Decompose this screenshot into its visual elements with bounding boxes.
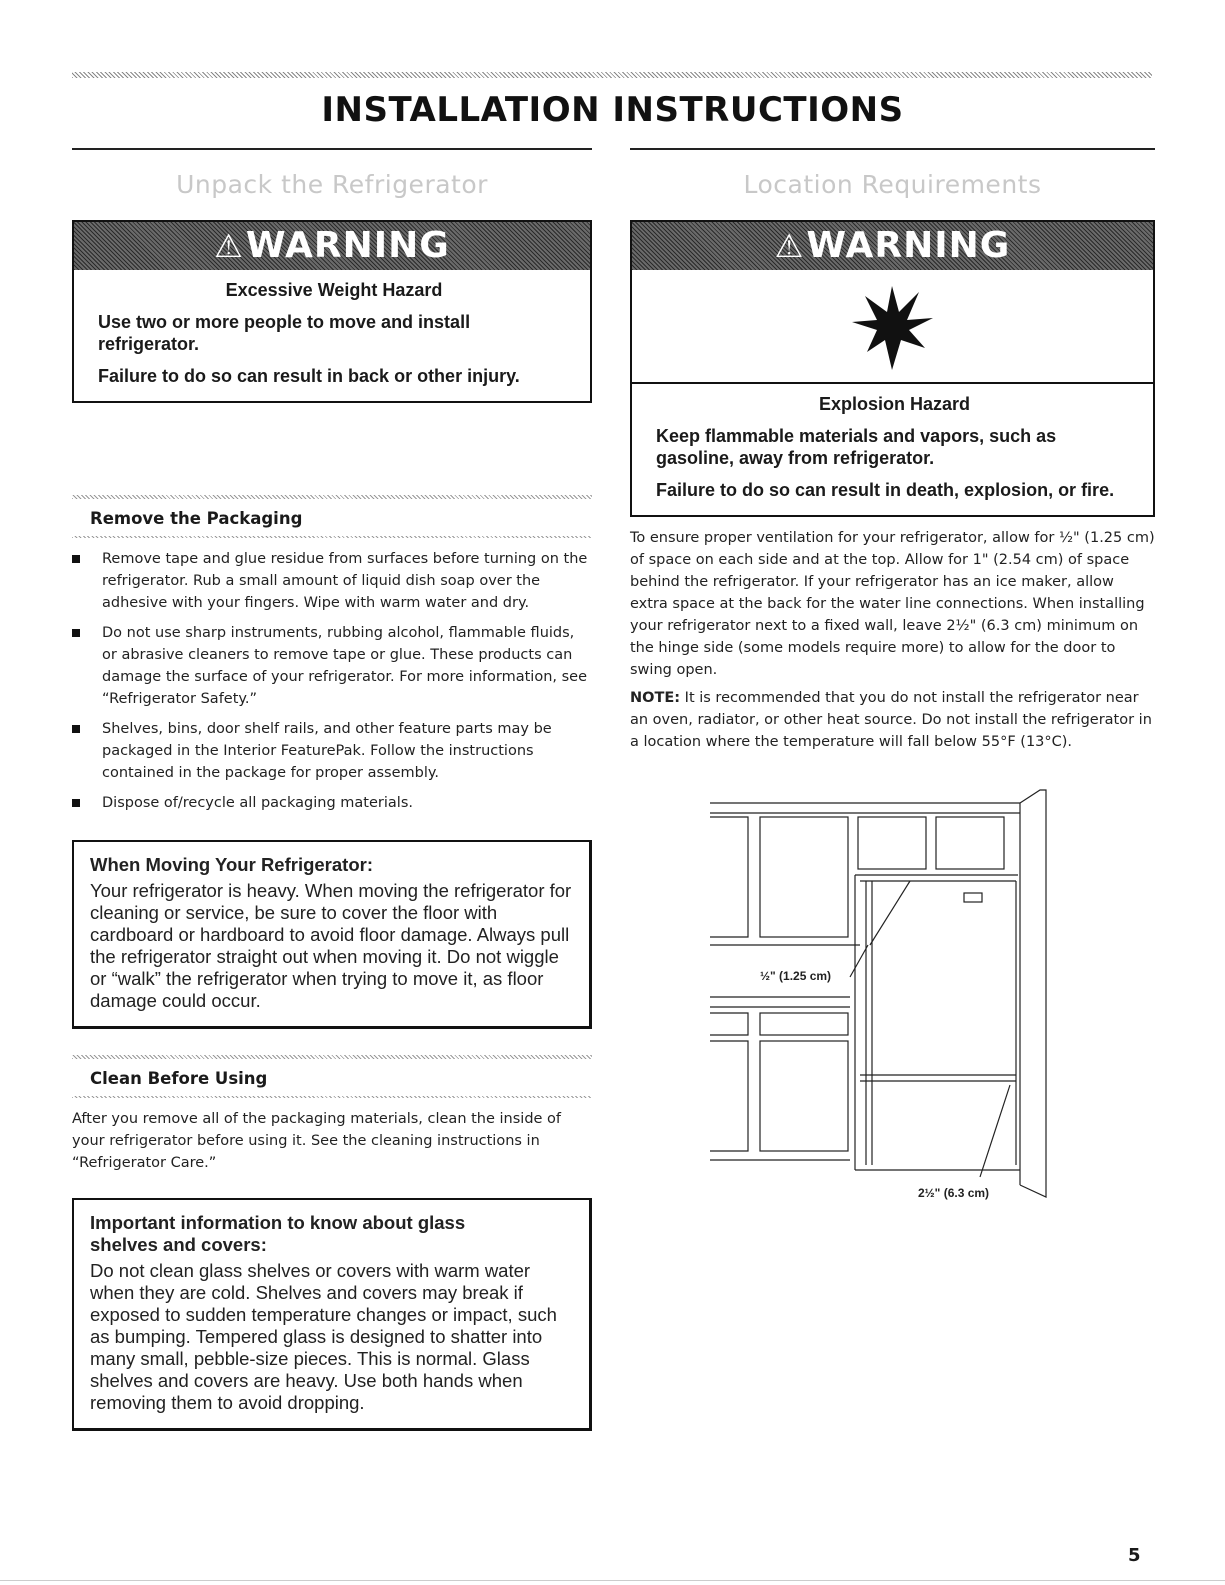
heading-remove-packaging: Remove the Packaging — [90, 509, 303, 528]
explosion-symbol-panel — [632, 270, 1153, 384]
warning-header: ⚠WARNING — [632, 222, 1153, 270]
warning-header: ⚠WARNING — [74, 222, 590, 270]
warning-hazard-name: Explosion Hazard — [818, 394, 971, 414]
note-paragraph — [630, 687, 1155, 753]
section-title-location: Location Requirements — [743, 170, 1042, 199]
bullet-square-icon — [72, 725, 80, 733]
glass-shelves-info-box — [72, 1198, 592, 1431]
bullet-square-icon — [72, 555, 80, 563]
warning-body — [632, 384, 1153, 515]
moving-box-text: Your refrigerator is heavy. When moving the refrigerator for cleaning or service, be sure to cover the floor with cardboard or hardboard to avoid floor damage. Always pull the refrigerator straight out when moving it. Do not wiggle or “walk” the refrigerator when trying to move it, as floor damage could occur. — [90, 880, 572, 1011]
bottom-rule — [0, 1580, 1225, 1581]
warning-line-2: Failure to do so can result in back or other injury. — [98, 366, 520, 386]
side-clearance-label: 2½" (6.3 cm) — [918, 1186, 990, 1200]
ventilation-paragraph: To ensure proper ventilation for your refrigerator, allow for ½" (1.25 cm) of space on each side and at the top. Allow for 1" (2.54 cm) of space behind the refrigerator. If your refrigerator has an ice maker, allow extra space at the back for the water line connections. When installing your refrigerator next to a fixed wall, leave 2½" (6.3 cm) minimum on the hinge side (some models require more) to allow for the door to swing open. — [630, 530, 1155, 678]
glass-box-text: Do not clean glass shelves or covers with warm water when they are cold. Shelves and covers may break if exposed to sudden temperature changes or impact, such as bumping. Tempered glass is designed to shatter into many small, pebble-size pieces. This is normal. Glass shelves and covers are heavy. Use both hands when removing them to avoid dropping. — [90, 1260, 557, 1413]
explosion-icon — [847, 282, 937, 372]
moving-info-box — [72, 840, 592, 1029]
top-rule — [72, 72, 1152, 78]
note-label: NOTE: — [630, 690, 681, 706]
page-title: INSTALLATION INSTRUCTIONS — [321, 90, 904, 130]
warning-triangle-icon: ⚠ — [214, 227, 244, 265]
warning-triangle-icon: ⚠ — [774, 227, 805, 265]
explosion-warning-box — [630, 220, 1155, 517]
warning-line-1: Use two or more people to move and install refrigerator. — [98, 312, 471, 354]
heading-clean-before-using: Clean Before Using — [90, 1069, 268, 1088]
column-rule — [630, 148, 1155, 150]
subsection-rule — [72, 1096, 592, 1098]
moving-box-title: When Moving Your Refrigerator: — [90, 854, 373, 875]
list-item: Remove tape and glue residue from surfaces before turning on the refrigerator. Rub a small amount of liquid dish soap over the adhesive with your fingers. Wipe with warm water and dry. — [72, 548, 592, 614]
list-item: Do not use sharp instruments, rubbing alcohol, flammable fluids, or abrasive cleaners to remove tape or glue. These products can damage the surface of your refrigerator. For more information, see “Refrigerator Safety.” — [72, 622, 592, 710]
bullet-square-icon — [72, 799, 80, 807]
left-column — [72, 148, 592, 1431]
clean-before-text: After you remove all of the packaging materials, clean the inside of your refrigerator before using it. See the cleaning instructions in “Refrigerator Care.” — [72, 1111, 562, 1171]
subsection-rule — [72, 536, 592, 538]
list-item: Shelves, bins, door shelf rails, and other feature parts may be packaged in the Interior FeaturePak. Follow the instructions contained in the package for proper assembly. — [72, 718, 592, 784]
bullet-square-icon — [72, 629, 80, 637]
note-text: It is recommended that you do not install the refrigerator near an oven, radiator, or other heat source. Do not install the refrigerator in a location where the temperature will fall below 55°F (13°C). — [630, 690, 1152, 750]
warning-line-2: Failure to do so can result in death, explosion, or fire. — [656, 480, 1115, 500]
section-title-unpack: Unpack the Refrigerator — [176, 170, 488, 199]
glass-box-title: Important information to know about glass shelves and covers: — [90, 1212, 466, 1255]
warning-hazard-name: Excessive Weight Hazard — [225, 280, 443, 300]
list-item: Dispose of/recycle all packaging materials. — [72, 792, 592, 814]
page-number: 5 — [1128, 1545, 1141, 1566]
clearance-diagram — [700, 785, 1060, 1205]
column-rule — [72, 148, 592, 150]
weight-warning-box — [72, 220, 592, 403]
packaging-bullet-list — [72, 548, 592, 814]
right-column — [630, 148, 1155, 759]
warning-body — [74, 270, 590, 401]
top-clearance-label: ½" (1.25 cm) — [760, 969, 832, 983]
warning-line-1: Keep flammable materials and vapors, such as gasoline, away from refrigerator. — [656, 426, 1057, 468]
clearance-diagram-svg — [700, 785, 1060, 1205]
